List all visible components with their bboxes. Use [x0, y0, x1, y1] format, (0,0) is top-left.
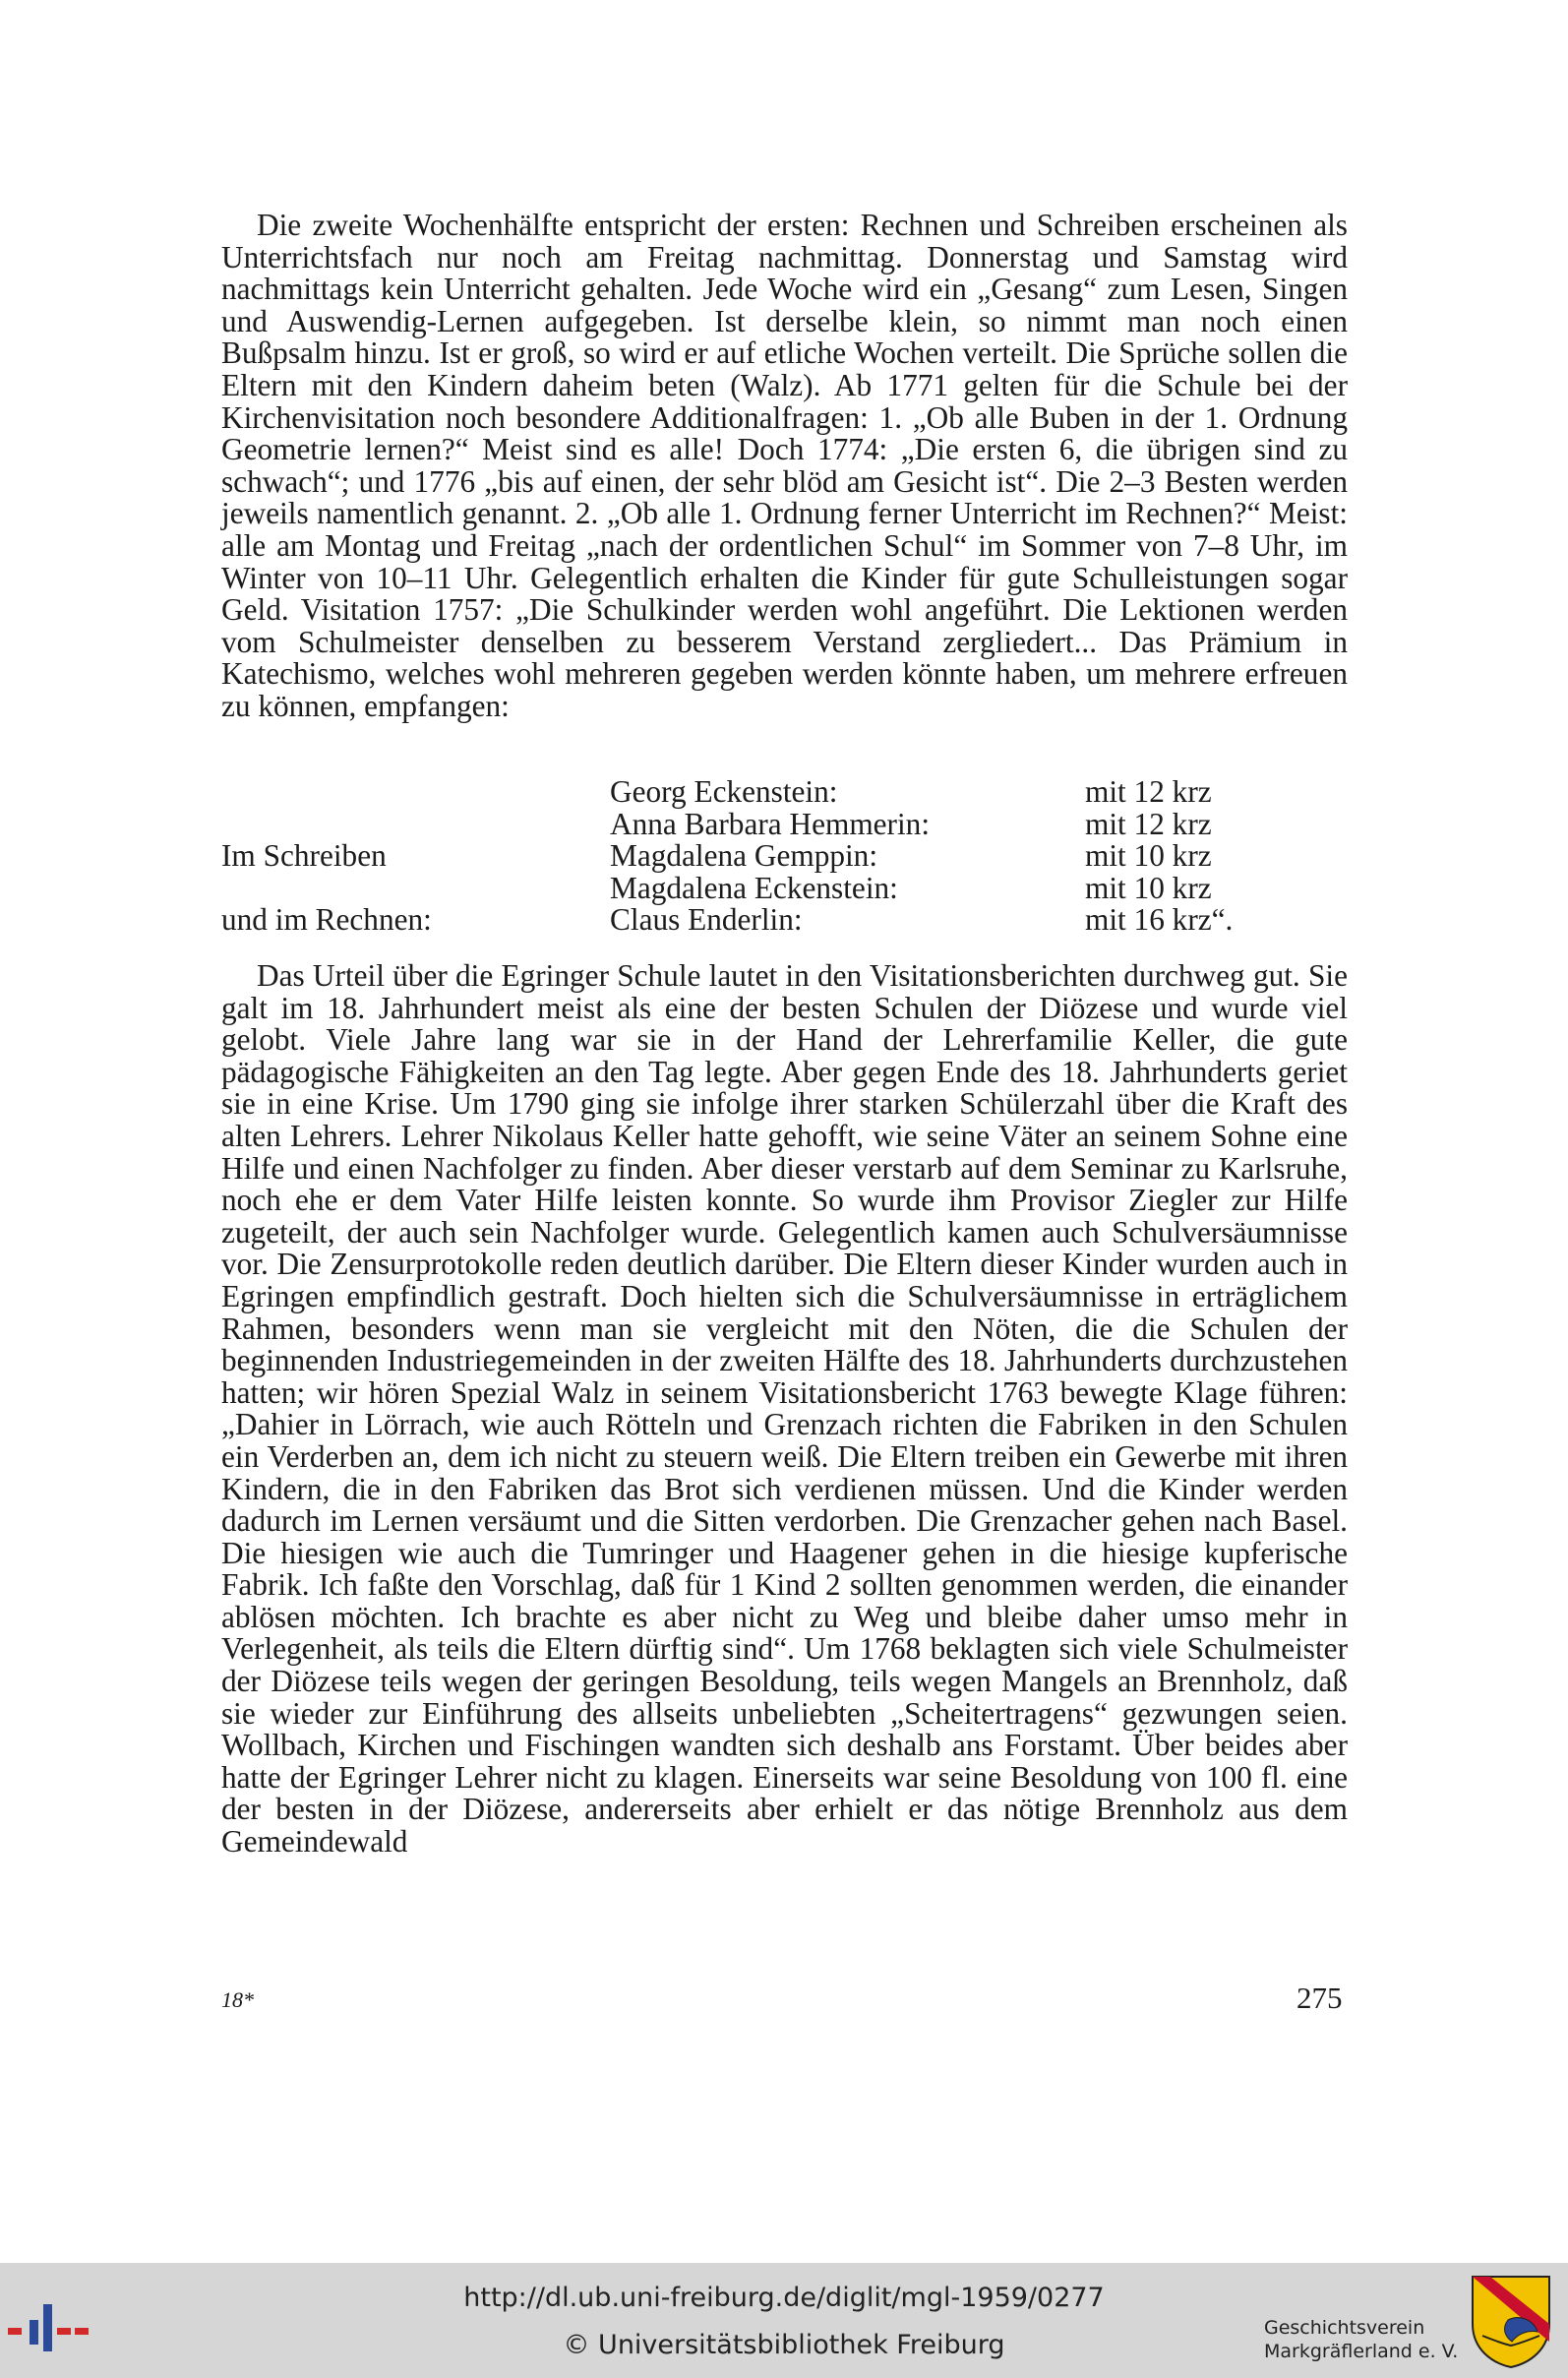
award-amount: mit 12 krz: [1085, 806, 1212, 841]
award-row: [221, 776, 1348, 809]
page-number: 275: [1297, 1981, 1343, 2015]
society-name: [1264, 2316, 1458, 2363]
award-recipient: Anna Barbara Hemmerin:: [610, 806, 931, 841]
body-paragraph-2: [221, 960, 1348, 1859]
body-paragraph-1: [221, 210, 1348, 723]
award-amount: mit 16 krz“.: [1085, 902, 1234, 938]
award-row: [221, 840, 1348, 873]
award-recipient: Claus Enderlin:: [610, 902, 803, 938]
award-subject: und im Rechnen:: [221, 902, 432, 938]
document-url-link[interactable]: http://dl.ub.uni-freiburg.de/diglit/mgl-1959/0277: [463, 2283, 1105, 2313]
society-name-line: Geschichtsverein: [1264, 2317, 1425, 2339]
viewer-footer: [0, 2263, 1568, 2378]
award-recipient: Magdalena Eckenstein:: [610, 870, 898, 905]
award-recipient: Georg Eckenstein:: [610, 774, 838, 809]
signature-mark: 18*: [221, 1987, 254, 2012]
award-row: [221, 904, 1348, 937]
award-subject: Im Schreiben: [221, 838, 387, 874]
coat-of-arms-icon[interactable]: [1469, 2273, 1553, 2369]
award-list: [221, 776, 1348, 937]
society-name-line: Markgräflerland e. V.: [1264, 2341, 1459, 2362]
award-recipient: Magdalena Gemppin:: [610, 838, 878, 874]
copyright-notice: © Universitätsbibliothek Freiburg: [563, 2330, 1005, 2360]
paragraph-text: Das Urteil über die Egringer Schule lautet in den Visitationsberichten durchweg gut. Sie galt im 18. Jahrhundert meist als eine der besten Schulen der Diözese und wurde viel gelobt. Viele Jahre lang war sie in der Hand der Lehrerfamilie Keller, die gute pädagogische Fähigkeiten an den Tag legte. Aber gegen Ende des 18. Jahrhunderts geriet sie in eine Krise. Um 1790 ging sie infolge ihrer starken Schülerzahl über die Kraft des alten Lehrers. Lehrer Nikolaus Keller hatte gehofft, wie seine Väter an seinem Sohne eine Hilfe und einen Nachfolger zu finden. Aber dieser verstarb auf dem Seminar zu Karlsruhe, noch ehe er dem Vater Hilfe leisten konnte. So wurde ihm Provisor Ziegler zur Hilfe zugeteilt, der auch sein Nachfolger wurde. Gelegentlich kamen auch Schulversäumnisse vor. Die Zensurprotokolle reden deutlich darüber. Die Eltern dieser Kinder wurden auch in Egringen empfindlich gestraft. Doch hielten sich die Schulversäumnisse in erträglichem Rahmen, besonders wenn man sie vergleicht mit den Nöten, die die Schulen der beginnenden Industriegemeinden in der zweiten Hälfte des 18. Jahrhunderts durchzustehen hatten; wir hören Spezial Walz in seinem Visitationsbericht 1763 bewegte Klage führen: „Dahier in Lörrach, wie auch Rötteln und Grenzach richten die Fabriken in den Schulen ein Verderben an, dem ich nicht zu steuern weiß. Die Eltern treiben ein Gewerbe mit ihren Kindern, die in den Fabriken das Brot sich verdienen müssen. Und die Kinder werden dadurch im Lernen versäumt und die Sitten verdorben. Die Grenzacher gehen nach Basel. Die hiesigen wie auch die Tumringer und Haagener gehen in die hiesige kupferische Fabrik. Ich faßte den Vorschlag, daß für 1 Kind 2 sollten genommen werden, die einander ablösen möchten. Ich brachte es aber nicht zu Weg und bleibe daher umso mehr in Verlegenheit, als teils die Eltern dürftig sind“. Um 1768 beklagten sich viele Schulmeister der Diözese teils wegen der geringen Besoldung, teils wegen Mangels an Brennholz, daß sie wieder zur Einführung des allseits unbeliebten „Scheitertragens“ gezwungen seien. Wollbach, Kirchen und Fischingen wandten sich deshalb ans Forstamt. Über beides aber hatte der Egringer Lehrer nicht zu klagen. Einerseits war seine Besoldung von 100 fl. eine der besten in der Diözese, andererseits aber erhielt er das nötige Brennholz aus dem Gemeindewald: [221, 958, 1348, 1860]
award-amount: mit 12 krz: [1085, 774, 1212, 809]
award-amount: mit 10 krz: [1085, 870, 1212, 905]
award-row: [221, 870, 1348, 905]
paragraph-text: Die zweite Wochenhälfte entspricht der ersten: Rechnen und Schreiben erscheinen als Unterrichtsfach nur noch am Freitag nachmittag. Donnerstag und Samstag wird nachmittags kein Unterricht gehalten. Jede Woche wird ein „Gesang“ zum Lesen, Singen und Auswendig-Lernen aufgegeben. Ist derselbe klein, so nimmt man noch einen Bußpsalm hinzu. Ist er groß, so wird er auf etliche Wochen verteilt. Die Sprüche sollen die Eltern mit den Kindern daheim beten (Walz). Ab 1771 gelten für die Schule bei der Kirchenvisitation noch besondere Additionalfragen: 1. „Ob alle Buben in der 1. Ordnung Geometrie lernen?“ Meist sind es alle! Doch 1774: „Die ersten 6, die übrigen sind zu schwach“; und 1776 „bis auf einen, der sehr blöd am Gesicht ist“. Die 2–3 Besten werden jeweils namentlich genannt. 2. „Ob alle 1. Ordnung ferner Unterricht im Rechnen?“ Meist: alle am Montag und Freitag „nach der ordentlichen Schul“ im Sommer von 7–8 Uhr, im Winter von 10–11 Uhr. Gelegentlich erhalten die Kinder für gute Schulleistungen sogar Geld. Visitation 1757: „Die Schulkinder werden wohl angeführt. Die Lektionen werden vom Schulmeister denselben zu besserem Verstand zergliedert... Das Prämium in Katechismo, welches wohl mehreren gegeben werden könnte haben, um mehrere erfreuen zu können, empfangen:: [221, 208, 1348, 723]
award-row: [221, 806, 1348, 841]
award-amount: mit 10 krz: [1085, 838, 1212, 874]
